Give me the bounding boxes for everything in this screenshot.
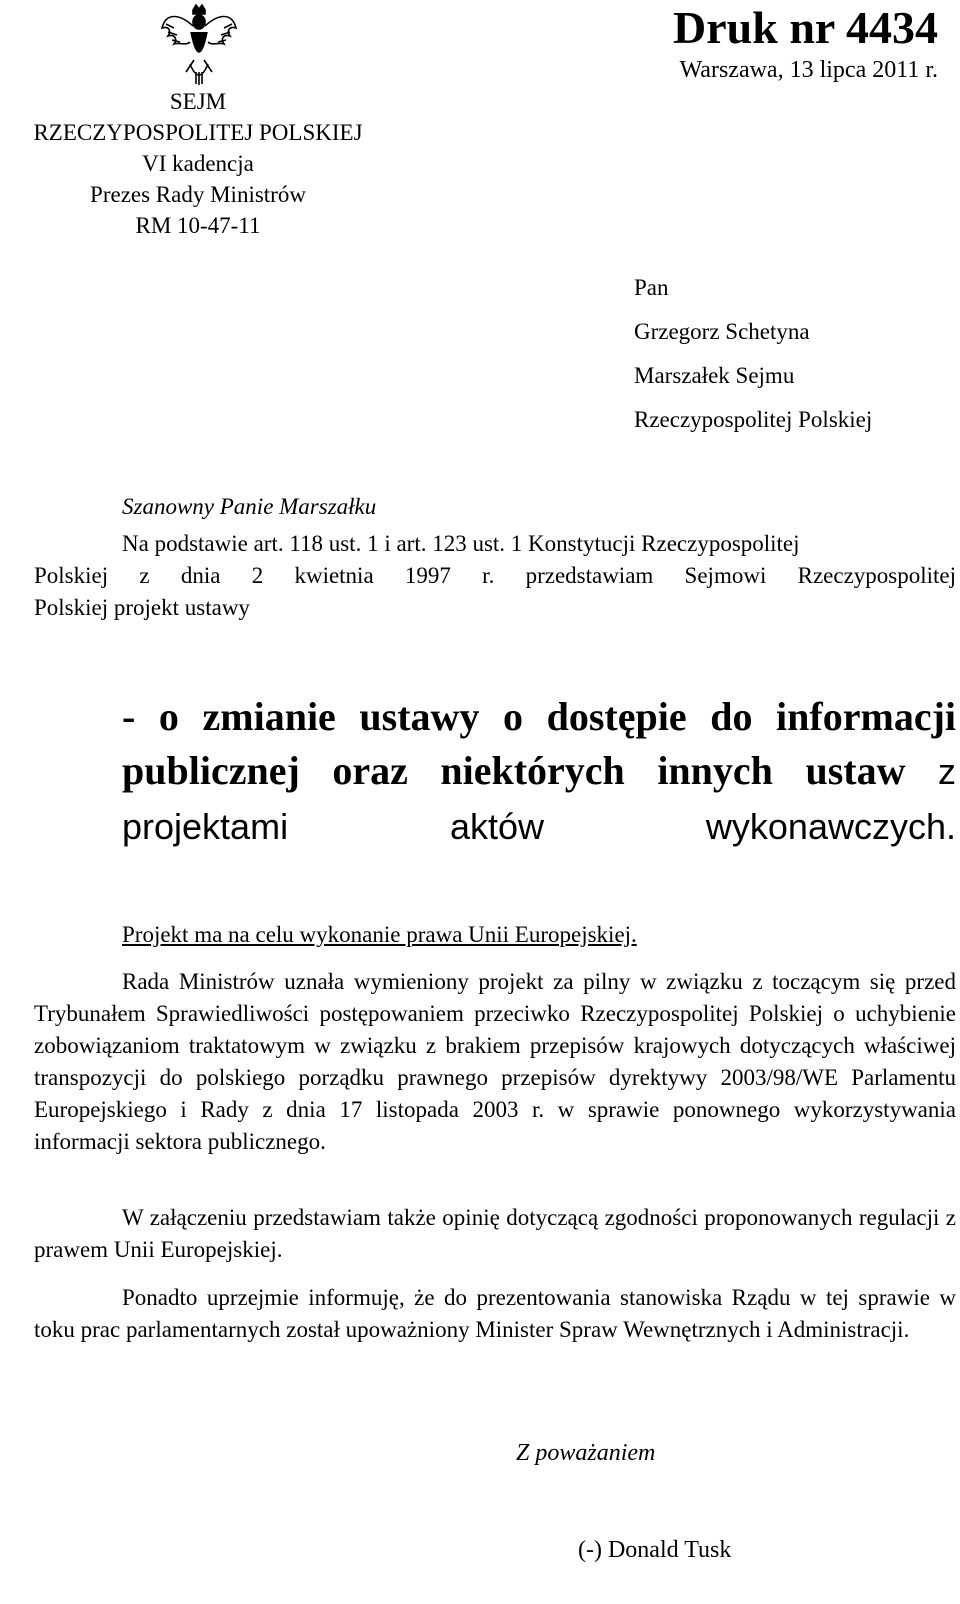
header-prime-minister: Prezes Rady Ministrów	[90, 182, 306, 207]
header-republic: RZECZYPOSPOLITEJ POLSKIEJ	[33, 120, 363, 145]
addressee-line-1: Pan	[634, 275, 669, 300]
bill-title	[122, 690, 956, 854]
addressee-line-3: Marszałek Sejmu	[634, 363, 795, 388]
header-term: VI kadencja	[142, 151, 254, 176]
addressee-line-2: Grzegorz Schetyna	[634, 319, 810, 344]
header-sejm: SEJM	[169, 89, 227, 114]
paragraph-representative: Ponadto uprzejmie informuję, że do prezentowania stanowiska Rządu w tej sprawie w toku prac parlamentarnych został upoważniony Minister Spraw Wewnętrznych i Administracji.	[34, 1285, 956, 1342]
document-date: Warszawa, 13 lipca 2011 r.	[679, 57, 938, 83]
addressee-line-4: Rzeczypospolitej Polskiej	[634, 407, 873, 432]
signature: (-) Donald Tusk	[578, 1537, 732, 1563]
intro-line-3: Polskiej projekt ustawy	[34, 595, 250, 620]
paragraph-attachment: W załączeniu przedstawiam także opinię dotyczącą zgodności proponowanych regulacji z prawem Unii Europejskiej.	[34, 1205, 956, 1262]
closing-phrase: Z poważaniem	[516, 1440, 656, 1466]
header-reference-number: RM 10-47-11	[135, 213, 261, 238]
bill-title-suffix: z projektami aktów wykonawczych.	[122, 751, 957, 847]
document-number: Druk nr 4434	[673, 2, 938, 53]
purpose-statement: Projekt ma na celu wykonanie prawa Unii Europejskiej.	[122, 922, 637, 947]
salutation: Szanowny Panie Marszałku	[122, 494, 377, 519]
paragraph-urgency: Rada Ministrów uznała wymieniony projekt za pilny w związku z toczącym się przed Trybunałem Sprawiedliwości postępowaniem przeciwko Rzeczypospolitej Polskiej o uchybienie zobowiązaniom traktatowym w związku z brakiem przepisów krajowych dotyczących właściwej transpozycji do polskiego porządku prawnego przepisów dyrektywy 2003/98/WE Parlamentu Europejskiego i Rady z dnia 17 listopada 2003 r. w sprawie ponownego wykorzystywania informacji sektora publicznego.	[34, 969, 956, 1154]
bill-title-main: - o zmianie ustawy o dostępie do informacji publicznej oraz niektórych innych ustaw	[122, 694, 956, 793]
polish-eagle-emblem	[160, 2, 238, 86]
intro-line-2: Polskiej z dnia 2 kwietnia 1997 r. przedstawiam Sejmowi Rzeczypospolitej	[34, 563, 956, 588]
intro-line-1: Na podstawie art. 118 ust. 1 i art. 123 ust. 1 Konstytucji Rzeczypospolitej	[122, 531, 800, 556]
